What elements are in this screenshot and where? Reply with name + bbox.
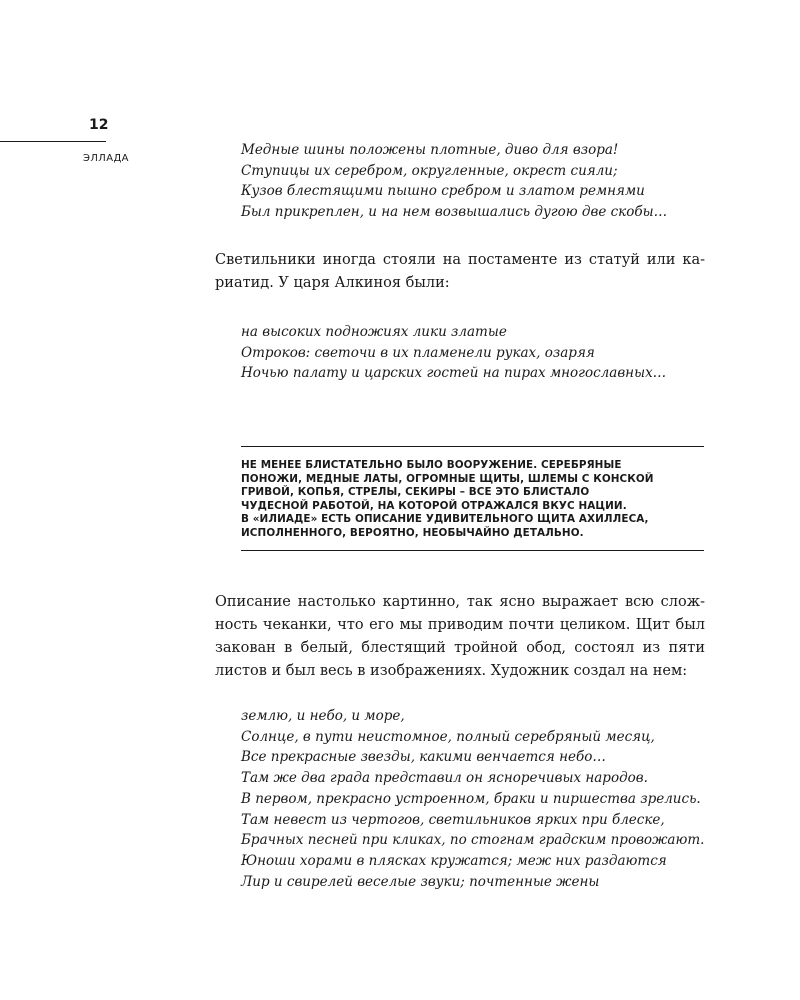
verse-line: на высоких подножиях лики златые [241, 324, 507, 340]
verse-line: Лир и свирелей веселые звуки; почтенные жены [241, 873, 600, 890]
verse-line: Брачных песней при кликах, по стогнам градским провожают. [241, 832, 705, 849]
callout-line: В «ИЛИАДЕ» ЕСТЬ ОПИСАНИЕ УДИВИТЕЛЬНОГО ЩИТА АХИЛЛЕСА, [241, 513, 649, 526]
verse-quote-chariot [241, 140, 711, 223]
paragraph-line: Описание настолько картинно, так ясно выражает всю слож- [215, 594, 705, 610]
verse-quote-alcinous [241, 322, 711, 384]
callout-line: ГРИВОЙ, КОПЬЯ, СТРЕЛЫ, СЕКИРЫ – ВСЕ ЭТО БЛИСТАЛО [241, 486, 590, 499]
verse-line: Кузов блестящими пышно сребром и златом ремнями [241, 183, 645, 200]
verse-line: Там же два града представил он ясноречивых народов. [241, 770, 648, 787]
paragraph-line: листов и был весь в изображениях. Художник создал на нем: [215, 663, 688, 679]
verse-line: Все прекрасные звезды, какими венчается небо… [241, 749, 606, 766]
callout-box [241, 446, 704, 551]
section-label: ЭЛЛАДА [83, 153, 129, 164]
verse-line: Медные шины положены плотные, диво для взора! [241, 142, 619, 158]
paragraph-line: риатид. У царя Алкиноя были: [215, 275, 450, 291]
verse-line: Отроков: светочи в их пламенели руках, озаряя [241, 344, 595, 361]
callout-line: ПОНОЖИ, МЕДНЫЕ ЛАТЫ, ОГРОМНЫЕ ЩИТЫ, ШЛЕМЫ С КОНСКОЙ [241, 472, 654, 485]
verse-line: Юноши хорами в плясках кружатся; меж них раздаются [241, 852, 667, 869]
paragraph-line: Светильники иногда стояли на постаменте из статуй или ка- [215, 252, 705, 268]
paragraph-line: ность чеканки, что его мы приводим почти целиком. Щит был [215, 617, 705, 633]
callout-line: ЧУДЕСНОЙ РАБОТОЙ, НА КОТОРОЙ ОТРАЖАЛСЯ ВКУС НАЦИИ. [241, 499, 627, 512]
verse-line: Ступицы их серебром, округленные, окрест сияли; [241, 162, 618, 179]
verse-quote-shield [241, 706, 711, 892]
verse-line: Ночью палату и царских гостей на пирах многославных… [241, 365, 667, 382]
header-rule [0, 141, 106, 142]
paragraph-lamps [215, 249, 705, 295]
verse-line: землю, и небо, и море, [241, 708, 405, 724]
callout-line: ИСПОЛНЕННОГО, ВЕРОЯТНО, НЕОБЫЧАЙНО ДЕТАЛЬНО. [241, 526, 584, 539]
verse-line: В первом, прекрасно устроенном, браки и пиршества зрелись. [241, 790, 701, 807]
paragraph-line: закован в белый, блестящий тройной обод, состоял из пяти [215, 640, 705, 656]
paragraph-shield [215, 591, 705, 683]
callout-line: НЕ МЕНЕЕ БЛИСТАТЕЛЬНО БЫЛО ВООРУЖЕНИЕ. СЕРЕБРЯНЫЕ [241, 459, 622, 471]
verse-line: Был прикреплен, и на нем возвышались дугою две скобы… [241, 204, 668, 221]
verse-line: Солнце, в пути неистомное, полный серебряный месяц, [241, 728, 655, 745]
page-number: 12 [89, 117, 109, 133]
verse-line: Там невест из чертогов, светильников ярких при блеске, [241, 811, 665, 828]
